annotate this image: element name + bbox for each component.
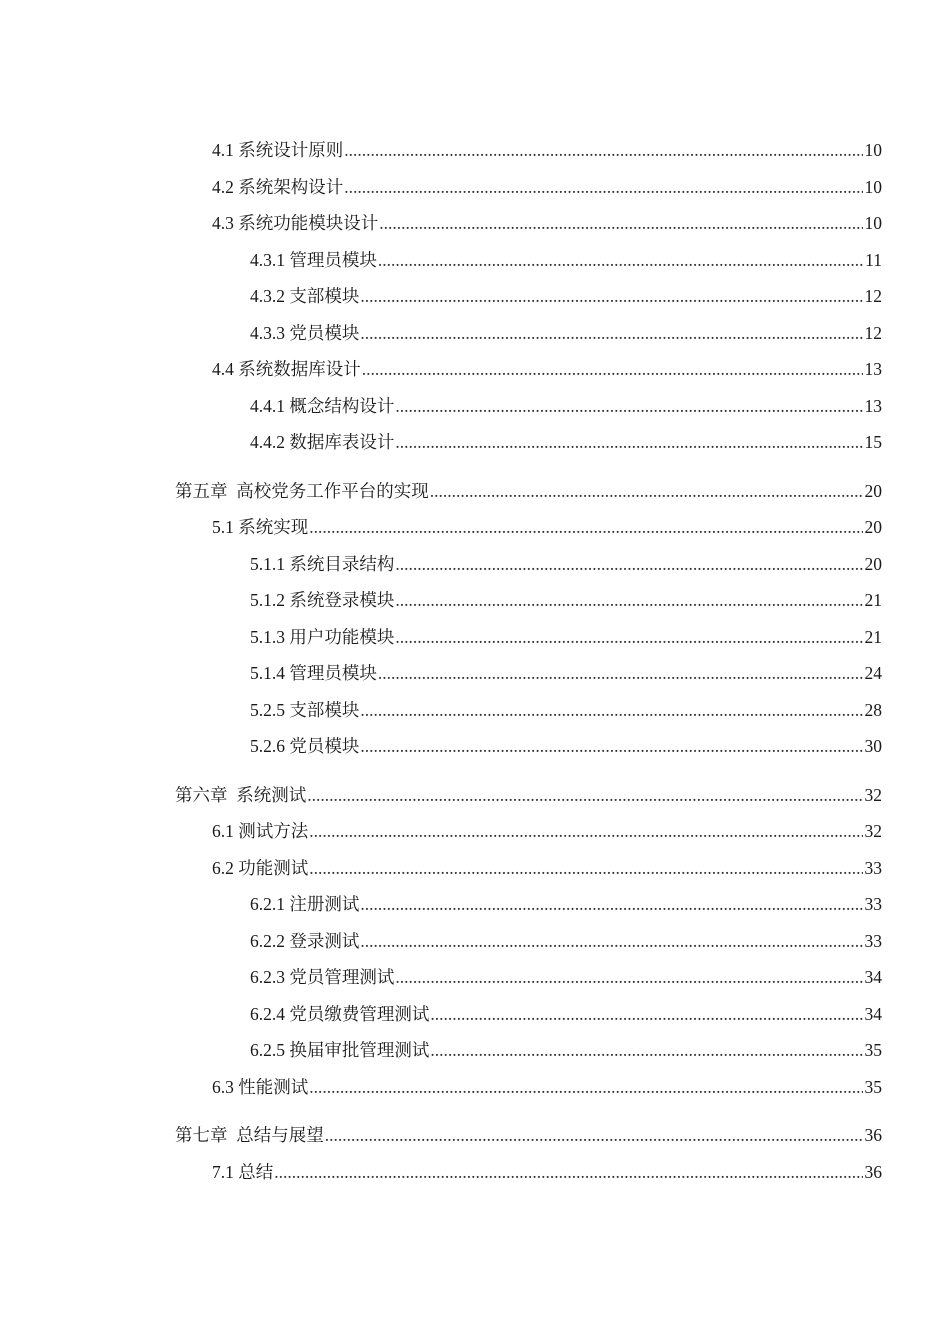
toc-entry-title: 5.1.3 用户功能模块 — [250, 626, 395, 647]
toc-entry-title: 5.1.1 系统目录结构 — [250, 553, 395, 574]
toc-page-number: 21 — [864, 626, 882, 647]
toc-page-number: 33 — [864, 894, 882, 914]
toc-entry-title: 5.2.5 支部模块 — [250, 699, 360, 720]
toc-entry-title: 6.2.4 党员缴费管理测试 — [250, 1003, 430, 1024]
toc-page-number: 15 — [864, 432, 882, 452]
toc-dot-leader — [395, 546, 863, 583]
toc-dot-leader — [395, 582, 863, 619]
toc-dot-leader — [395, 959, 863, 996]
toc-dot-leader — [360, 886, 863, 923]
toc-page-number: 21 — [864, 590, 882, 610]
toc-subsection-entry[interactable] — [0, 655, 950, 692]
toc-page-number: 34 — [864, 967, 882, 987]
toc-entry-title: 6.2.3 党员管理测试 — [250, 967, 395, 987]
toc-page-number: 10 — [864, 176, 882, 197]
toc-entry-title: 4.4.1 概念结构设计 — [250, 395, 395, 416]
toc-subsection-entry[interactable] — [0, 923, 950, 960]
toc-dot-leader — [430, 473, 863, 510]
toc-subsection-entry[interactable] — [0, 728, 950, 765]
toc-dot-leader — [379, 205, 863, 242]
toc-subsection-entry[interactable] — [0, 996, 950, 1033]
toc-dot-leader — [360, 692, 863, 729]
toc-section-entry[interactable] — [0, 205, 950, 242]
toc-section-entry[interactable] — [0, 509, 950, 546]
toc-dot-leader — [395, 619, 863, 656]
toc-page-number: 36 — [864, 1161, 882, 1182]
toc-page-number: 28 — [864, 699, 882, 720]
toc-dot-leader — [362, 351, 863, 388]
toc-chapter-entry[interactable] — [0, 473, 950, 510]
toc-chapter-entry[interactable] — [0, 777, 950, 814]
toc-page-number: 34 — [864, 1003, 882, 1024]
toc-page-number: 32 — [864, 821, 882, 841]
toc-entry-title: 4.3.2 支部模块 — [250, 286, 360, 306]
toc-section-entry[interactable] — [0, 850, 950, 887]
toc-dot-leader — [344, 132, 863, 169]
toc-dot-leader — [395, 424, 863, 461]
toc-dot-leader — [378, 242, 863, 279]
toc-entry-title: 6.2.2 登录测试 — [250, 930, 360, 951]
toc-dot-leader — [360, 923, 863, 960]
toc-entry-title: 5.1.2 系统登录模块 — [250, 590, 395, 610]
toc-subsection-entry[interactable] — [0, 619, 950, 656]
toc-page-number: 36 — [864, 1125, 882, 1145]
toc-entry-title: 4.1 系统设计原则 — [212, 140, 344, 160]
toc-entry-title: 4.2 系统架构设计 — [212, 176, 344, 197]
table-of-contents — [0, 132, 950, 1190]
toc-page-number: 20 — [864, 517, 882, 537]
toc-dot-leader — [309, 1069, 863, 1106]
toc-page-number: 10 — [864, 213, 882, 233]
toc-dot-leader — [309, 813, 863, 850]
toc-subsection-entry[interactable] — [0, 278, 950, 315]
toc-subsection-entry[interactable] — [0, 315, 950, 352]
toc-entry-title: 6.2.1 注册测试 — [250, 894, 360, 914]
toc-page-number: 20 — [864, 553, 882, 574]
toc-subsection-entry[interactable] — [0, 959, 950, 996]
toc-dot-leader — [309, 850, 863, 887]
toc-dot-leader — [307, 777, 863, 814]
toc-entry-title: 6.3 性能测试 — [212, 1076, 309, 1097]
toc-entry-title: 4.4.2 数据库表设计 — [250, 432, 395, 452]
toc-page-number: 35 — [864, 1040, 882, 1060]
toc-dot-leader — [378, 655, 863, 692]
toc-entry-title: 7.1 总结 — [212, 1161, 274, 1182]
toc-subsection-entry[interactable] — [0, 692, 950, 729]
toc-page-number: 24 — [864, 663, 882, 683]
toc-page-number: 35 — [864, 1076, 882, 1097]
toc-entry-title: 6.2.5 换届审批管理测试 — [250, 1040, 430, 1060]
toc-dot-leader — [274, 1154, 863, 1191]
toc-dot-leader — [360, 315, 863, 352]
toc-subsection-entry[interactable] — [0, 424, 950, 461]
toc-entry-title: 第七章 总结与展望 — [175, 1125, 324, 1145]
toc-entry-title: 5.1 系统实现 — [212, 517, 309, 537]
toc-entry-title: 5.2.6 党员模块 — [250, 736, 360, 756]
toc-subsection-entry[interactable] — [0, 242, 950, 279]
toc-section-entry[interactable] — [0, 1154, 950, 1191]
toc-section-entry[interactable] — [0, 1069, 950, 1106]
toc-section-entry[interactable] — [0, 351, 950, 388]
toc-dot-leader — [309, 509, 863, 546]
toc-section-entry[interactable] — [0, 169, 950, 206]
toc-entry-title: 4.3 系统功能模块设计 — [212, 213, 379, 233]
toc-entry-title: 4.3.1 管理员模块 — [250, 249, 377, 270]
toc-entry-title: 6.1 测试方法 — [212, 821, 309, 841]
toc-page-number: 12 — [864, 322, 882, 343]
toc-entry-title: 6.2 功能测试 — [212, 857, 309, 878]
toc-chapter-entry[interactable] — [0, 1117, 950, 1154]
toc-section-entry[interactable] — [0, 813, 950, 850]
toc-page-number: 13 — [864, 395, 882, 416]
toc-section-entry[interactable] — [0, 132, 950, 169]
toc-entry-title: 5.1.4 管理员模块 — [250, 663, 377, 683]
toc-subsection-entry[interactable] — [0, 886, 950, 923]
toc-entry-title: 第六章 系统测试 — [175, 784, 307, 805]
toc-subsection-entry[interactable] — [0, 1032, 950, 1069]
toc-dot-leader — [325, 1117, 863, 1154]
toc-dot-leader — [344, 169, 863, 206]
toc-page-number: 33 — [864, 930, 882, 951]
toc-dot-leader — [360, 728, 863, 765]
toc-subsection-entry[interactable] — [0, 388, 950, 425]
toc-subsection-entry[interactable] — [0, 546, 950, 583]
toc-dot-leader — [360, 278, 863, 315]
toc-dot-leader — [395, 388, 863, 425]
toc-page-number: 32 — [864, 784, 882, 805]
toc-page-number: 10 — [864, 140, 882, 160]
toc-page-number: 12 — [864, 286, 882, 306]
toc-dot-leader — [430, 1032, 863, 1069]
toc-page-number: 13 — [864, 359, 882, 379]
toc-page-number: 33 — [864, 857, 882, 878]
toc-dot-leader — [430, 996, 863, 1033]
toc-page-number: 11 — [865, 249, 882, 270]
toc-entry-title: 第五章 高校党务工作平台的实现 — [175, 480, 429, 501]
toc-page-number: 20 — [864, 480, 882, 501]
toc-subsection-entry[interactable] — [0, 582, 950, 619]
toc-page-number: 30 — [864, 736, 882, 756]
toc-entry-title: 4.3.3 党员模块 — [250, 322, 360, 343]
toc-entry-title: 4.4 系统数据库设计 — [212, 359, 361, 379]
